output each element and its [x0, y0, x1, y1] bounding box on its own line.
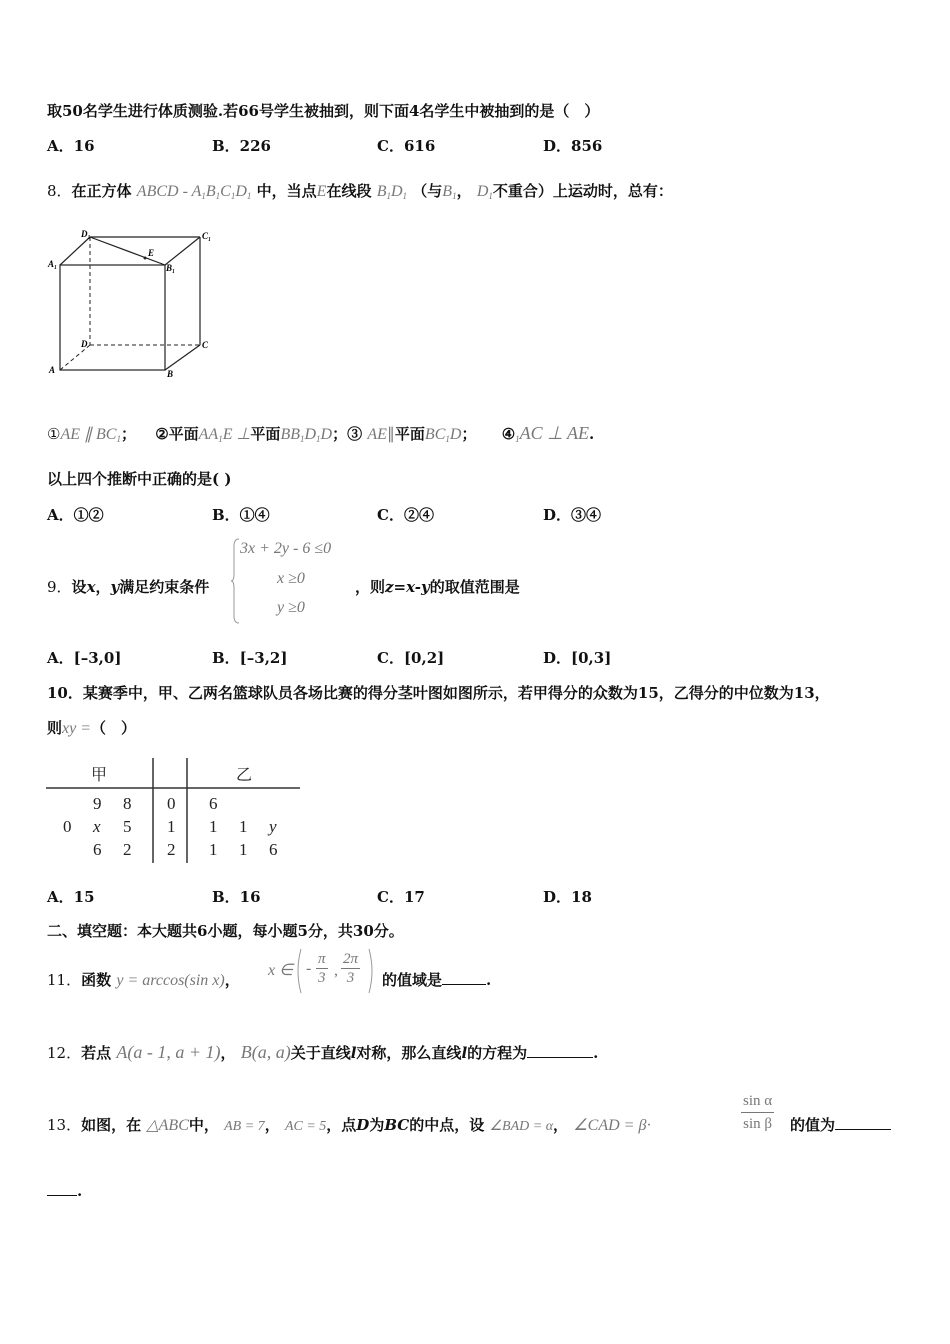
q13-fraction [741, 1090, 774, 1135]
q11-text-2: ， [224, 971, 240, 989]
leaf-left-r0-c1: 9 [93, 794, 102, 813]
q12-line-l: l [350, 1044, 357, 1062]
q12-line-l-2: l [461, 1044, 468, 1062]
statement-3-ae: AE [367, 426, 387, 443]
q9-option-c: C．[0,2] [377, 649, 445, 667]
q12-text-5: 的方程为 [467, 1044, 528, 1062]
q11-frac-2 [341, 950, 360, 987]
leaf-left-r1-c1: x [93, 817, 101, 836]
q10-option-b: B．16 [212, 888, 261, 906]
cube-figure [45, 225, 220, 380]
q9-number: 9． [47, 578, 72, 596]
statement-2-d-2: D [320, 426, 333, 443]
statement-2-end: ；③ [332, 425, 363, 443]
q13-fraction-num: sin α [741, 1090, 774, 1113]
statement-2-d: D [304, 426, 317, 443]
stem-r0: 0 [167, 794, 176, 813]
q8-cube-name-d: D [235, 183, 247, 200]
q11-right-paren [368, 948, 376, 994]
q13-angle-bad: ∠BAD = α [489, 1119, 554, 1134]
q13-triangle: △ABC [146, 1117, 189, 1134]
q12-text-6: . [593, 1044, 599, 1062]
q10-paren: （ ） [91, 719, 137, 737]
q9-constraint-2: x ≥0 [277, 570, 305, 587]
q8-text-6: 不重合）上运动时，总有： [492, 182, 673, 200]
statement-1-math: AE ∥ BC [60, 426, 117, 443]
q13-answer-blank-2[interactable] [47, 1181, 77, 1196]
statement-1-marker: ① [47, 425, 61, 443]
q11-left-paren [294, 948, 302, 994]
leaf-right-r1-c0: 1 [209, 817, 218, 836]
statement-4 [515, 423, 589, 443]
q10-text-pre: 则 [47, 719, 63, 737]
q8-text-5: ， [456, 182, 472, 200]
edge-b1c1 [165, 237, 200, 265]
q11-text-4: . [486, 971, 492, 989]
q8-seg-sub-d: 1 [402, 191, 408, 201]
statement-1-end: ； [120, 425, 136, 443]
q13-fraction-den: sin β [743, 1116, 772, 1132]
q12-text-1: 若点 [81, 1044, 112, 1062]
q13-ac: AC = 5 [284, 1119, 327, 1134]
leaf-right-r0-c0: 6 [209, 794, 218, 813]
point-e [144, 257, 147, 260]
q12-stem [47, 1041, 598, 1064]
q8-point-e: E [316, 183, 327, 200]
q9-constraint-3: y ≥0 [277, 599, 305, 616]
label-e: E [148, 248, 155, 258]
leaf-left-r2-c2: 2 [123, 840, 132, 859]
q9-option-b: B．[–3,2] [212, 649, 288, 667]
q7-option-d: D．856 [543, 137, 603, 155]
q8-cube-name [137, 183, 252, 200]
q13-angle-cad: ∠CAD = β [573, 1117, 647, 1134]
q10-option-d: D．18 [543, 888, 592, 906]
q11-frac-1 [316, 950, 328, 987]
q8-statements [47, 422, 594, 450]
q9-option-d: D．[0,3] [543, 649, 612, 667]
q13-text-1: 如图，在 [81, 1116, 142, 1134]
q13-text-5: 为 [369, 1116, 385, 1134]
statement-3-sub: 1 [445, 434, 450, 444]
leaf-right-r1-c1: 1 [239, 817, 248, 836]
statement-3-plane [425, 426, 462, 443]
q8-d1-letter: D [476, 183, 489, 200]
statement-4-marker: ④ [501, 425, 516, 443]
q11-frac-1-den: 3 [318, 970, 326, 986]
q8-question: 以上四个推断中正确的是( ) [47, 470, 232, 488]
q12-point-b: B(a, a) [240, 1042, 291, 1062]
q8-cube-name-a: ABCD - A [136, 183, 202, 200]
q9-z: z=x-y [385, 578, 430, 596]
statement-4-sub: 1 [515, 434, 520, 444]
q8-text-3: 在线段 [326, 182, 372, 200]
q11-frac-2-den: 3 [346, 970, 355, 986]
q7-stem: 取50名学生进行体质测验.若66号学生被抽到，则下面4名学生中被抽到的是（ ） [47, 102, 600, 120]
label-b1: B₁ [166, 263, 176, 273]
q13-stem-end [47, 1180, 82, 1202]
label-a: A [49, 365, 56, 375]
q11-text-3: 的值域是 [382, 971, 443, 989]
leaf-right-r2-c0: 1 [209, 840, 218, 859]
label-b: B [167, 369, 174, 379]
label-d: D [81, 339, 88, 349]
q8-sub-c: 1 [230, 191, 236, 201]
q8-sub-b: 1 [215, 191, 221, 201]
q9-text-post-2: 的取值范围是 [429, 578, 520, 596]
statement-3-end: ； [461, 425, 477, 443]
statement-3-d: D [449, 426, 462, 443]
q11-stem [47, 969, 240, 992]
q8-b1-sub: 1 [452, 191, 457, 201]
statement-2-perp: E ⊥ [222, 426, 251, 443]
q8-number: 8． [47, 182, 72, 200]
label-d1: D₁ [81, 229, 91, 239]
statement-3-bc: BC [424, 426, 446, 443]
q9-y: y [110, 578, 120, 596]
stem-r1: 1 [167, 817, 176, 836]
statement-2-aa: AA [198, 426, 219, 443]
statement-1 [60, 426, 121, 443]
statement-1-sub: 1 [116, 434, 121, 444]
q8-text-4: （与 [412, 182, 443, 200]
q13-answer-blank[interactable] [835, 1115, 891, 1130]
q13-dot: · [646, 1117, 652, 1134]
q8-seg-d: D [390, 183, 403, 200]
q10-option-c: C．17 [377, 888, 425, 906]
q9-text-post-1: ，则 [355, 578, 386, 596]
leaf-right-r1-c2: y [269, 817, 277, 836]
q11-answer-blank[interactable] [442, 970, 486, 985]
q8-d1-sub: 1 [488, 191, 493, 201]
statement-2-mid: 平面 [250, 425, 281, 443]
q11-frac-1-num: π [318, 951, 326, 967]
q8-option-d: D．③④ [543, 506, 602, 524]
section-2-heading: 二、填空题：本大题共6小题，每小题5分，共30分。 [47, 922, 404, 940]
leaf-left-r1-c0: 0 [63, 817, 72, 836]
q8-seg-sub-b: 1 [386, 191, 391, 201]
q9-comma: ， [95, 578, 111, 596]
q13-text-6: 的中点，设 [409, 1116, 485, 1134]
statement-3-mid: 平面 [394, 425, 425, 443]
leaf-right-r2-c2: 6 [269, 840, 278, 859]
q12-answer-blank[interactable] [527, 1043, 593, 1058]
front-face [60, 265, 165, 370]
q13-ab: AB = 7 [224, 1119, 265, 1134]
q8-b1-letter: B [442, 183, 453, 200]
q8-cube-name-c: C [220, 183, 231, 200]
q13-stem [47, 1114, 652, 1138]
q12-text-4: 对称，那么直线 [356, 1044, 462, 1062]
q8-sub-a: 1 [201, 191, 206, 201]
q8-text-1: 在正方体 [71, 182, 132, 200]
table-head-right: 乙 [236, 765, 253, 784]
q13-text-4: ，点 [326, 1116, 357, 1134]
q9-text-pre: 设 [71, 578, 87, 596]
statement-4-end: . [589, 425, 595, 443]
statement-2-plane-1 [199, 426, 251, 443]
statement-4-rest: C ⊥ AE [530, 423, 589, 443]
edge-bc [165, 345, 200, 370]
q13-text-8: 的值为 [790, 1116, 836, 1134]
q10-option-a: A．15 [47, 888, 95, 906]
statement-2-bb: BB [280, 426, 300, 443]
statement-2-marker: ②平面 [155, 425, 199, 443]
q13-text-7: ， [553, 1116, 569, 1134]
label-c1: C₁ [202, 231, 212, 241]
q9-text-mid: 满足约束条件 [119, 578, 210, 596]
q13-text-3: ， [264, 1116, 280, 1134]
q8-option-b: B．①④ [212, 506, 270, 524]
label-c: C [202, 340, 209, 350]
statement-3-parallel: ∥ [386, 426, 395, 443]
q7-option-c: C．616 [377, 137, 436, 155]
leaf-left-r1-c2: 5 [123, 817, 132, 836]
q8-b1 [442, 183, 456, 200]
q8-option-a: A．①② [47, 506, 104, 524]
q9-brace [230, 538, 240, 624]
q11-stem-tail [382, 969, 491, 991]
leaf-left-r2-c1: 6 [93, 840, 102, 859]
leaf-right-r2-c1: 1 [239, 840, 248, 859]
q11-x-in: x ∈ [268, 962, 294, 979]
q8-d1 [477, 183, 493, 200]
label-a1: A₁ [48, 259, 58, 269]
stem-leaf-table [46, 758, 300, 866]
q9-constraint-1: 3x + 2y - 6 ≤0 [240, 540, 332, 557]
q12-point-a: A(a - 1, a + 1) [116, 1042, 221, 1062]
q7-option-b: B．226 [212, 137, 271, 155]
q12-text-3: 关于直线 [290, 1044, 351, 1062]
q13-text-2: 中， [188, 1116, 219, 1134]
q8-option-c: C．②④ [377, 506, 434, 524]
q8-seg-b: B [376, 183, 387, 200]
q13-text-9: . [77, 1182, 83, 1200]
q11-neg: - [306, 960, 312, 977]
q13-stem-tail [790, 1114, 891, 1136]
statement-2-sub: 1 [218, 434, 223, 444]
q11-frac-2-num: 2π [343, 951, 359, 967]
q10-xy: xy = [62, 720, 92, 737]
q12-text-2: ， [220, 1044, 236, 1062]
q8-text-2: 中，当点 [256, 182, 317, 200]
q10-stem-line1: 10．某赛季中，甲、乙两名篮球队员各场比赛的得分茎叶图如图所示，若甲得分的众数为15，乙得分的中位数为13， [47, 684, 830, 702]
q8-cube-name-b: B [205, 183, 216, 200]
statement-2-sub-3: 1 [316, 434, 321, 444]
table-head-left: 甲 [91, 765, 108, 784]
stem-r2: 2 [167, 840, 176, 859]
q9-x: x [86, 578, 96, 596]
statement-2-plane-2 [280, 426, 332, 443]
leaf-left-r0-c2: 8 [123, 794, 132, 813]
q10-stem-line2 [47, 717, 136, 740]
q8-stem [47, 180, 673, 207]
q7-option-a: A．16 [47, 137, 95, 155]
q13-number: 13． [47, 1116, 82, 1134]
q11-text-1: 函数 [81, 971, 112, 989]
q9-option-a: A．[–3,0] [47, 649, 122, 667]
q9-stem-tail [355, 576, 520, 598]
q11-comma: , [334, 962, 338, 979]
q13-bc: BC [384, 1116, 410, 1134]
q9-stem [47, 576, 209, 598]
q11-number: 11． [47, 971, 82, 989]
q8-sub-d: 1 [246, 191, 252, 201]
q11-function: y = arccos(sin x) [116, 972, 225, 989]
q13-d: D [356, 1116, 370, 1134]
q8-segment [377, 183, 407, 200]
edge-a1d1 [60, 237, 90, 265]
q12-number: 12． [47, 1044, 82, 1062]
statement-4-a: A [519, 423, 531, 443]
statement-2-sub-2: 1 [299, 434, 305, 444]
